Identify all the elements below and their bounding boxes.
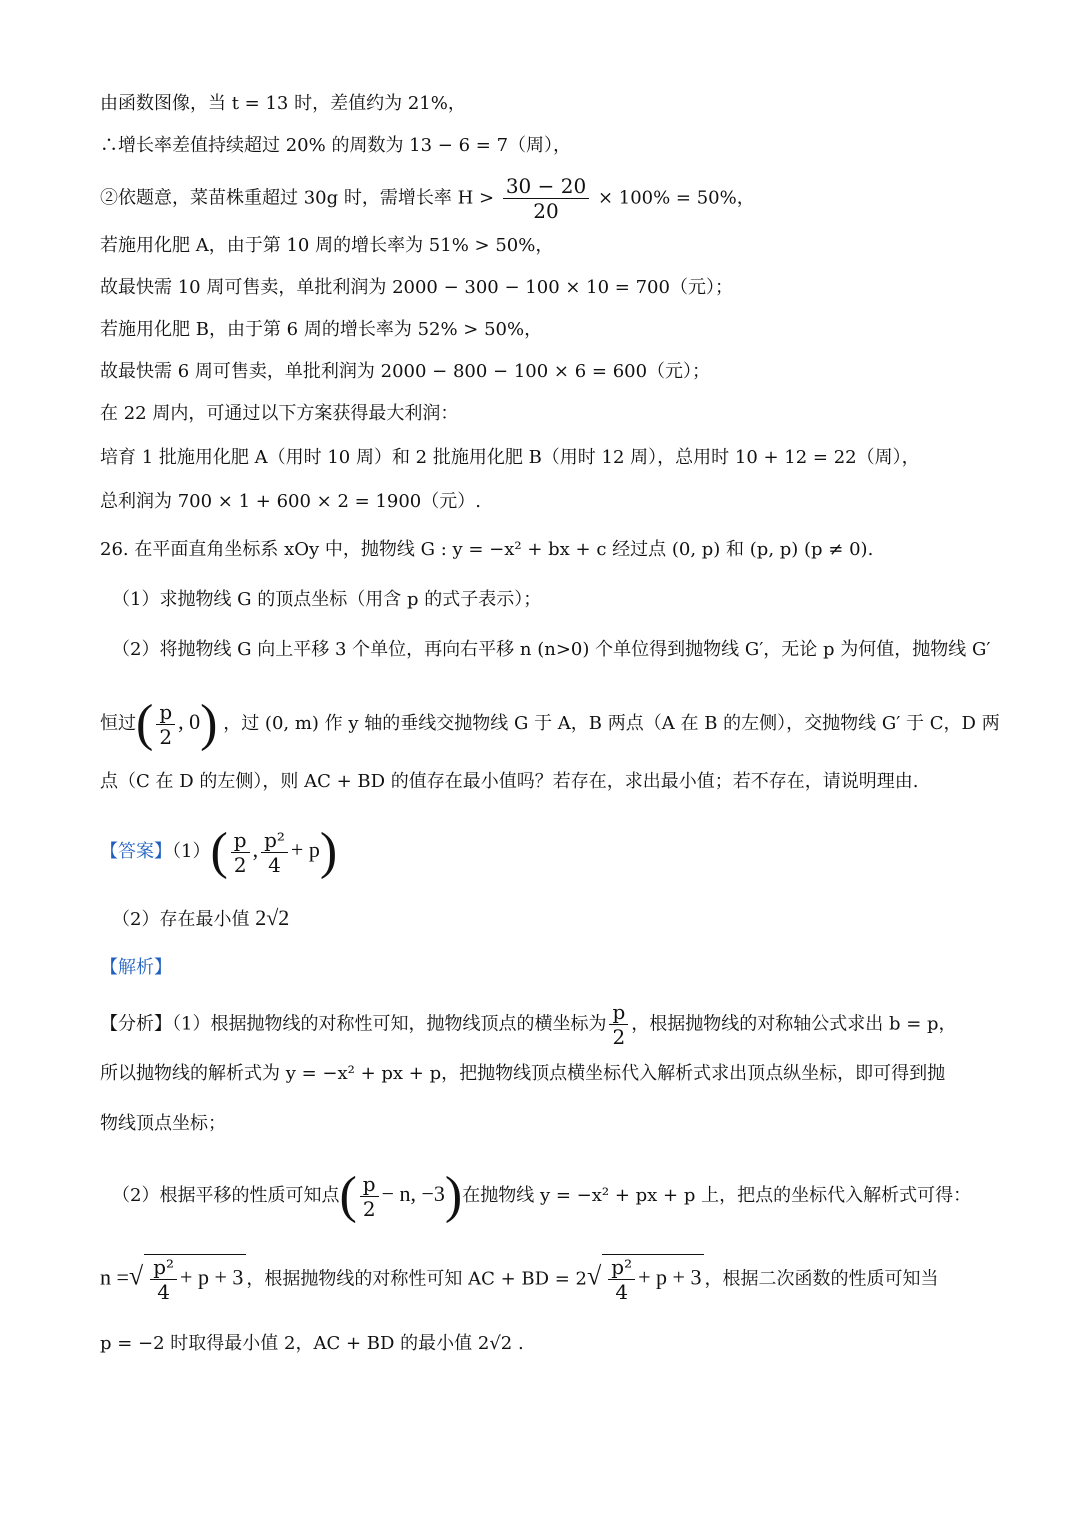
- question-stem: 26. 在平面直角坐标系 xOy 中，抛物线 G : y = −x² + bx + c 经过点 (0, p) 和 (p, p) (p ≠ 0).: [100, 539, 874, 560]
- growth-fraction: [503, 174, 589, 223]
- analysis-line-4: （2）根据平移的性质可知点( $\frac{p}{2}$ − n, −3)在抛物线 y = −x² + px + p 上，把点的坐标代入解析式可得：: [112, 1167, 972, 1224]
- line3-tail: × 100% = 50%，: [597, 187, 755, 209]
- vertex-y-fraction: $\frac{\text{p²}}{4}$: [261, 828, 288, 877]
- analysis-label: 【解析】: [100, 957, 172, 978]
- answer-min-value: 2√2: [255, 905, 290, 930]
- analysis-line-2: 所以抛物线的解析式为 y = −x² + px + p，把抛物线顶点横坐标代入解析式求出顶点纵坐标，即可得到抛: [100, 1063, 946, 1084]
- radical-1: $\frac{\text{p²}}{4}$ + p + 3: [144, 1254, 246, 1304]
- passes-through-text: 恒过: [100, 713, 136, 734]
- point-x-fraction: $\frac{p}{2}$: [156, 700, 175, 749]
- solution-line-4: 若施用化肥 A，由于第 10 周的增长率为 51% > 50%，: [100, 235, 554, 256]
- solution-line-3: [100, 174, 755, 223]
- solution-line-2: ∴增长率差值持续超过 20% 的周数为 13 − 6 = 7（周），: [100, 135, 572, 156]
- line3-text: ②依题意，菜苗株重超过 30g 时，需增长率 H >: [100, 187, 495, 209]
- question-part-2-line-3: 点（C 在 D 的左侧），则 AC + BD 的值存在最小值吗？若存在，求出最小值；若不存在，请说明理由.: [100, 771, 919, 792]
- analysis-line-3: 物线顶点坐标；: [100, 1113, 226, 1134]
- fraction-numerator: 30 − 20: [503, 174, 589, 199]
- axis-fraction: $\frac{p}{2}$: [609, 1000, 628, 1049]
- solution-line-5: 故最快需 10 周可售卖，单批利润为 2000 − 300 − 100 × 10 = 700（元）；: [100, 277, 733, 298]
- fenxi-label: 【分析】: [100, 1013, 172, 1035]
- question-part-2-line-2: 恒过( $\frac{p}{2}$ , 0) ，过 (0, m) 作 y 轴的垂线交抛物线 G 于 A，B 两点（A 在 B 的左侧），交抛物线 G′ 于 C，D 两: [100, 695, 1000, 752]
- vertex-x-fraction: $\frac{p}{2}$: [231, 828, 250, 877]
- point-fraction: $\frac{p}{2}$: [360, 1172, 379, 1221]
- solution-line-10: 总利润为 700 × 1 + 600 × 2 = 1900（元）.: [100, 491, 481, 512]
- fraction-denominator: 20: [533, 199, 559, 223]
- solution-line-8: 在 22 周内，可通过以下方案获得最大利润：: [100, 403, 459, 424]
- solution-line-7: 故最快需 6 周可售卖，单批利润为 2000 − 800 − 100 × 6 = 600（元）；: [100, 361, 711, 382]
- solution-line-1: 由函数图像，当 t = 13 时，差值约为 21%，: [100, 93, 466, 114]
- analysis-line-1: 【分析】（1）根据抛物线的对称性可知，抛物线顶点的横坐标为 $\frac{p}{2}$ ，根据抛物线的对称轴公式求出 b = p，: [100, 1000, 957, 1049]
- question-part-2-line-1: （2）将抛物线 G 向上平移 3 个单位，再向右平移 n (n>0) 个单位得到抛物线 G′，无论 p 为何值，抛物线 G′: [112, 639, 991, 660]
- answer-label: 【答案】: [100, 841, 172, 862]
- solution-line-9: 培育 1 批施用化肥 A（用时 10 周）和 2 批施用化肥 B（用时 12 周），总用时 10 + 12 = 22（周），: [100, 447, 920, 468]
- answer-line-2: （2）存在最小值 2√2: [112, 905, 290, 930]
- part2-line2-tail: ，过 (0, m) 作 y 轴的垂线交抛物线 G 于 A，B 两点（A 在 B 的左侧），交抛物线 G′ 于 C，D 两: [223, 713, 1000, 734]
- analysis-line-5: n =√ $\frac{\text{p²}}{4}$ + p + 3 ，根据抛物线的对称性可知 AC + BD = 2√ $\frac{\text{p²}}{4}$ + p + 3 ，根据二次函数的性质可知当: [100, 1255, 939, 1304]
- answer-line-1: 【答案】（1）( $\frac{p}{2}$ , $\frac{\text{p²}}{4}$ + p): [100, 823, 338, 880]
- question-part-1: （1）求抛物线 G 的顶点坐标（用含 p 的式子表示）；: [112, 589, 542, 610]
- solution-line-6: 若施用化肥 B，由于第 6 周的增长率为 52% > 50%，: [100, 319, 543, 340]
- analysis-line-6: p = −2 时取得最小值 2，AC + BD 的最小值 2√2 .: [100, 1333, 524, 1354]
- radical-2: $\frac{\text{p²}}{4}$ + p + 3: [602, 1254, 704, 1304]
